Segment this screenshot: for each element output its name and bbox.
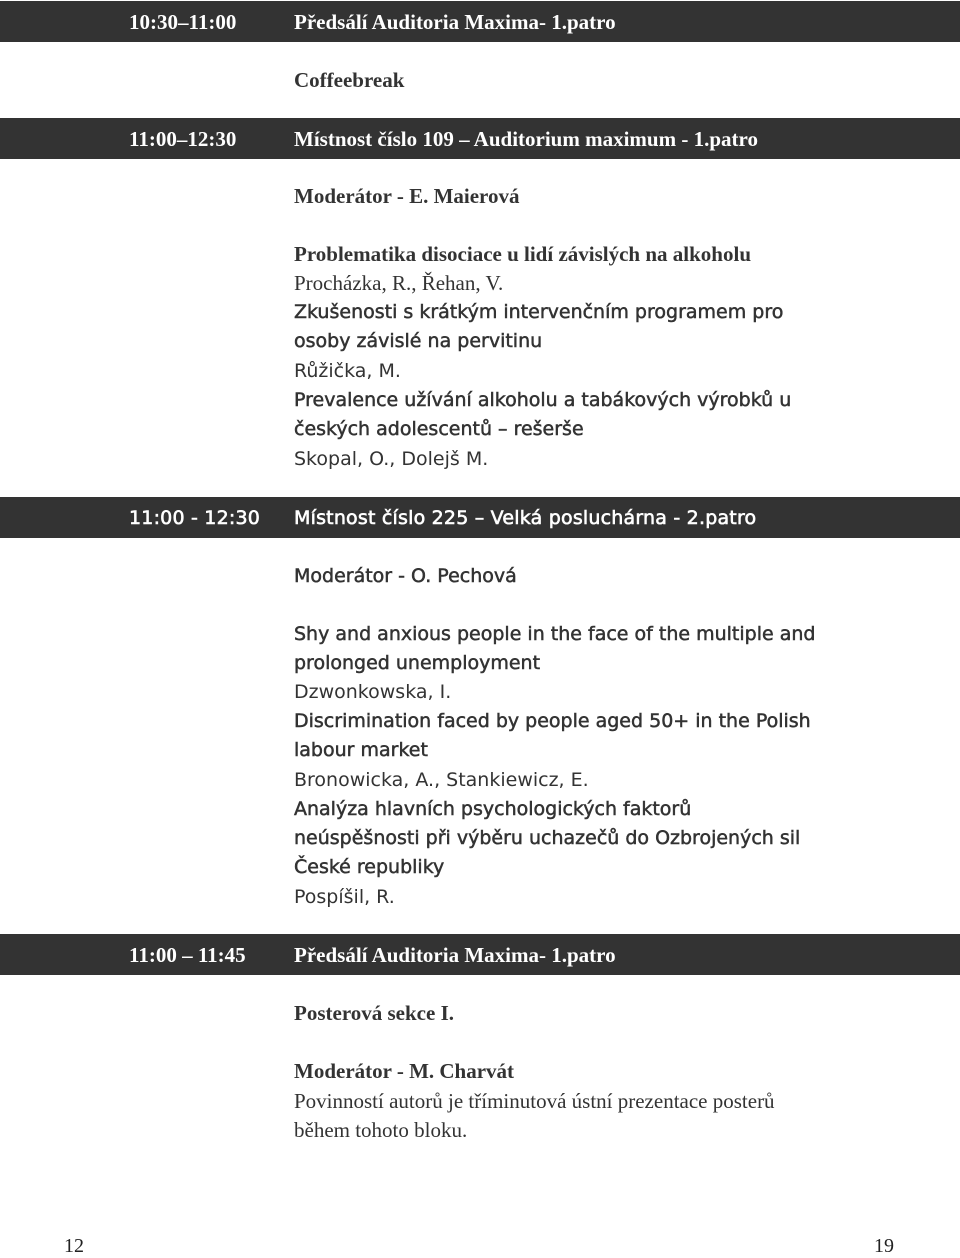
talk-title: Analýza hlavních psychologických faktorů [294, 798, 692, 820]
session-time: 11:00 - 12:30 [129, 507, 261, 529]
page-number-left: 12 [64, 1235, 84, 1257]
session-header-room-109 [0, 118, 960, 159]
session-room: Místnost číslo 109 – Auditorium maximum - 1.patro [294, 127, 758, 151]
talk-authors: Bronowicka, A., Stankiewicz, E. [294, 769, 589, 791]
session-time: 11:00 – 11:45 [129, 943, 246, 967]
talk-title: Shy and anxious people in the face of the multiple and [294, 623, 816, 645]
talk-title: České republiky [294, 856, 445, 878]
talk-authors: Pospíšil, R. [294, 886, 395, 908]
page-number-right: 19 [874, 1235, 894, 1257]
talk-title: osoby závislé na pervitinu [294, 330, 543, 352]
moderator: Moderátor - E. Maierová [294, 184, 520, 208]
talk-authors: Dzwonkowska, I. [294, 681, 452, 703]
talk-title: Zkušenosti s krátkým intervenčním programem pro [294, 301, 784, 323]
talk-title: českých adolescentů – rešerše [294, 418, 584, 440]
talk-title: Problematika disociace u lidí závislých na alkoholu [294, 242, 751, 266]
session-room: Místnost číslo 225 – Velká posluchárna - 2.patro [294, 507, 757, 529]
session-header-room-225 [0, 497, 960, 538]
talk-authors: Růžička, M. [294, 360, 401, 382]
poster-section-title: Posterová sekce I. [294, 1001, 454, 1025]
talk-authors: Skopal, O., Dolejš M. [294, 448, 489, 470]
session-room: Předsálí Auditoria Maxima- 1.patro [294, 10, 616, 34]
moderator: Moderátor - O. Pechová [294, 565, 517, 587]
talk-title: labour market [294, 739, 428, 761]
session-header-posters [0, 934, 960, 975]
session-header-coffeebreak [0, 1, 960, 42]
poster-note: během tohoto bloku. [294, 1118, 468, 1142]
coffeebreak-title: Coffeebreak [294, 68, 405, 92]
talk-title: prolonged unemployment [294, 652, 541, 674]
moderator: Moderátor - M. Charvát [294, 1059, 515, 1083]
session-time: 11:00–12:30 [129, 127, 237, 151]
talk-title: Discrimination faced by people aged 50+ in the Polish [294, 710, 811, 732]
talk-title: Prevalence užívání alkoholu a tabákových výrobků u [294, 389, 792, 411]
session-room: Předsálí Auditoria Maxima- 1.patro [294, 943, 616, 967]
poster-note: Povinností autorů je tříminutová ústní prezentace posterů [294, 1089, 775, 1113]
talk-authors: Procházka, R., Řehan, V. [294, 271, 504, 295]
talk-title: neúspěšnosti při výběru uchazečů do Ozbrojených sil [294, 827, 801, 849]
session-time: 10:30–11:00 [129, 10, 237, 34]
